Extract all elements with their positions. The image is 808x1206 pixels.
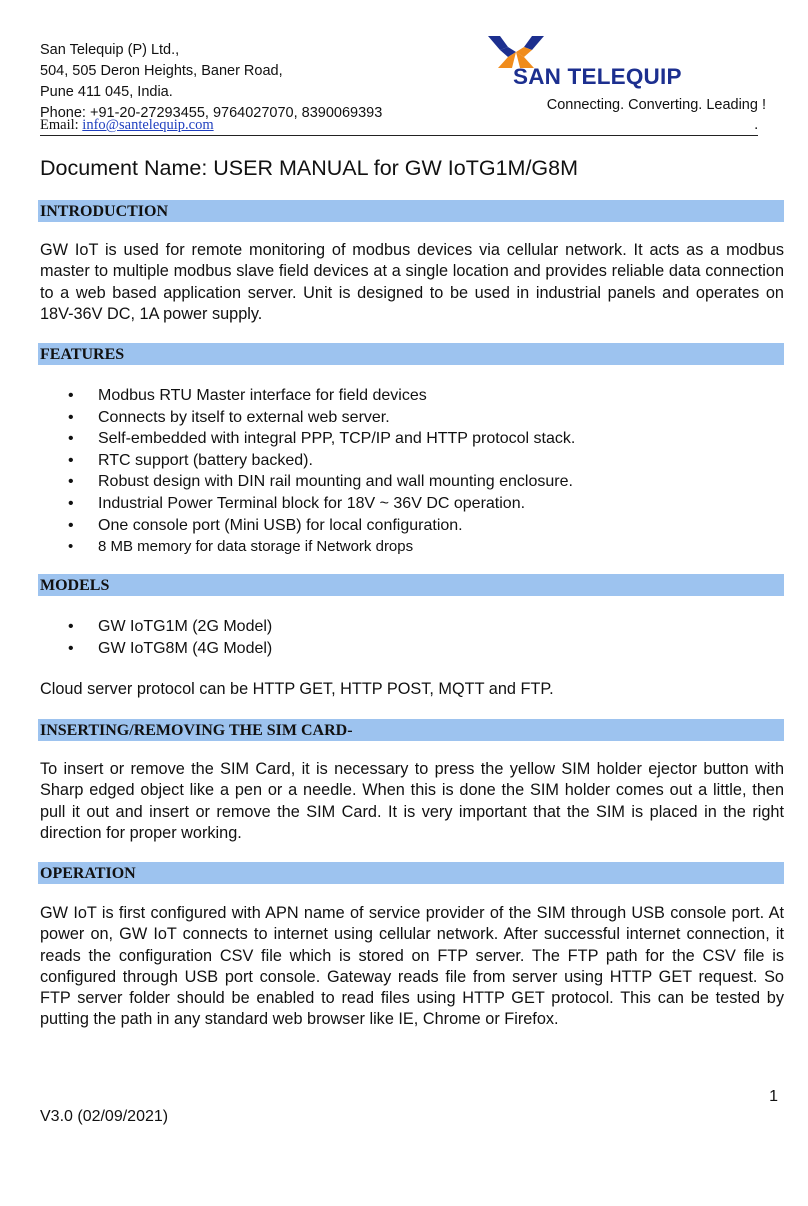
company-tagline: Connecting. Converting. Leading ! <box>546 97 766 113</box>
list-item: • 8 MB memory for data storage if Network drops <box>68 536 575 558</box>
list-item: • GW IoTG1M (2G Model) <box>68 616 272 638</box>
email-row <box>40 116 758 136</box>
list-item: • Modbus RTU Master interface for field devices <box>68 385 575 407</box>
address-line-1: 504, 505 Deron Heights, Baner Road, <box>40 63 283 79</box>
sim-card-paragraph: To insert or remove the SIM Card, it is necessary to press the yellow SIM holder ejector button with Sharp edged object like a pen or a needle. When this is done the SIM holder comes out a little, then pull it out and insert or remove the SIM Card. It is very important that the SIM is placed in the right direction for proper working. <box>40 760 784 842</box>
cloud-protocol-note: Cloud server protocol can be HTTP GET, HTTP POST, MQTT and FTP. <box>40 680 554 698</box>
email-link[interactable]: info@santelequip.com <box>82 117 214 133</box>
address-line-2: Pune 411 045, India. <box>40 84 173 100</box>
list-item: • Connects by itself to external web server. <box>68 407 575 429</box>
san-telequip-logo <box>486 34 696 94</box>
section-heading-introduction: INTRODUCTION <box>38 200 784 222</box>
phone-line: Phone: +91-20-27293455, 9764027070, 8390069393 <box>40 105 383 121</box>
page-number: 1 <box>769 1088 778 1105</box>
list-item: • One console port (Mini USB) for local configuration. <box>68 515 575 537</box>
list-item: • GW IoTG8M (4G Model) <box>68 638 272 660</box>
document-version: V3.0 (02/09/2021) <box>40 1108 169 1125</box>
section-heading-operation: OPERATION <box>38 862 784 884</box>
operation-paragraph: GW IoT is first configured with APN name of service provider of the SIM through USB console port. At power on, GW IoT connects to internet using cellular network. After successful internet connection, it reads the configuration CSV file which is stored on FTP server. The FTP path for the CSV file is configured through USB port console. Gateway reads file from server using HTTP GET request. So FTP server folder should be enabled to read files using HTTP GET protocol. This can be tested by putting the path in any standard web browser like IE, Chrome or Firefox. <box>40 904 784 1029</box>
logo-wordmark: SAN TELEQUIP <box>513 64 682 89</box>
section-heading-sim-card: INSERTING/REMOVING THE SIM CARD- <box>38 719 784 741</box>
list-item: • Industrial Power Terminal block for 18V ~ 36V DC operation. <box>68 493 575 515</box>
list-item: • Robust design with DIN rail mounting and wall mounting enclosure. <box>68 471 575 493</box>
section-heading-features: FEATURES <box>38 343 784 365</box>
models-list <box>68 616 272 659</box>
email-label: Email: <box>40 117 83 133</box>
introduction-paragraph: GW IoT is used for remote monitoring of modbus devices via cellular network. It acts as a modbus master to multiple modbus slave field devices at a single location and provides reliable data connection to a web based application server. Unit is designed to be used in industrial panels and operates on 18V-36V DC, 1A power supply. <box>40 241 784 323</box>
company-name: San Telequip (P) Ltd., <box>40 42 180 58</box>
document-title: Document Name: USER MANUAL for GW IoTG1M/G8M <box>40 156 579 180</box>
company-address-block <box>40 40 382 124</box>
email-trailing-dot: . <box>754 117 758 133</box>
list-item: • RTC support (battery backed). <box>68 450 575 472</box>
features-list <box>68 385 575 558</box>
section-heading-models: MODELS <box>38 574 784 596</box>
list-item: • Self-embedded with integral PPP, TCP/IP and HTTP protocol stack. <box>68 428 575 450</box>
